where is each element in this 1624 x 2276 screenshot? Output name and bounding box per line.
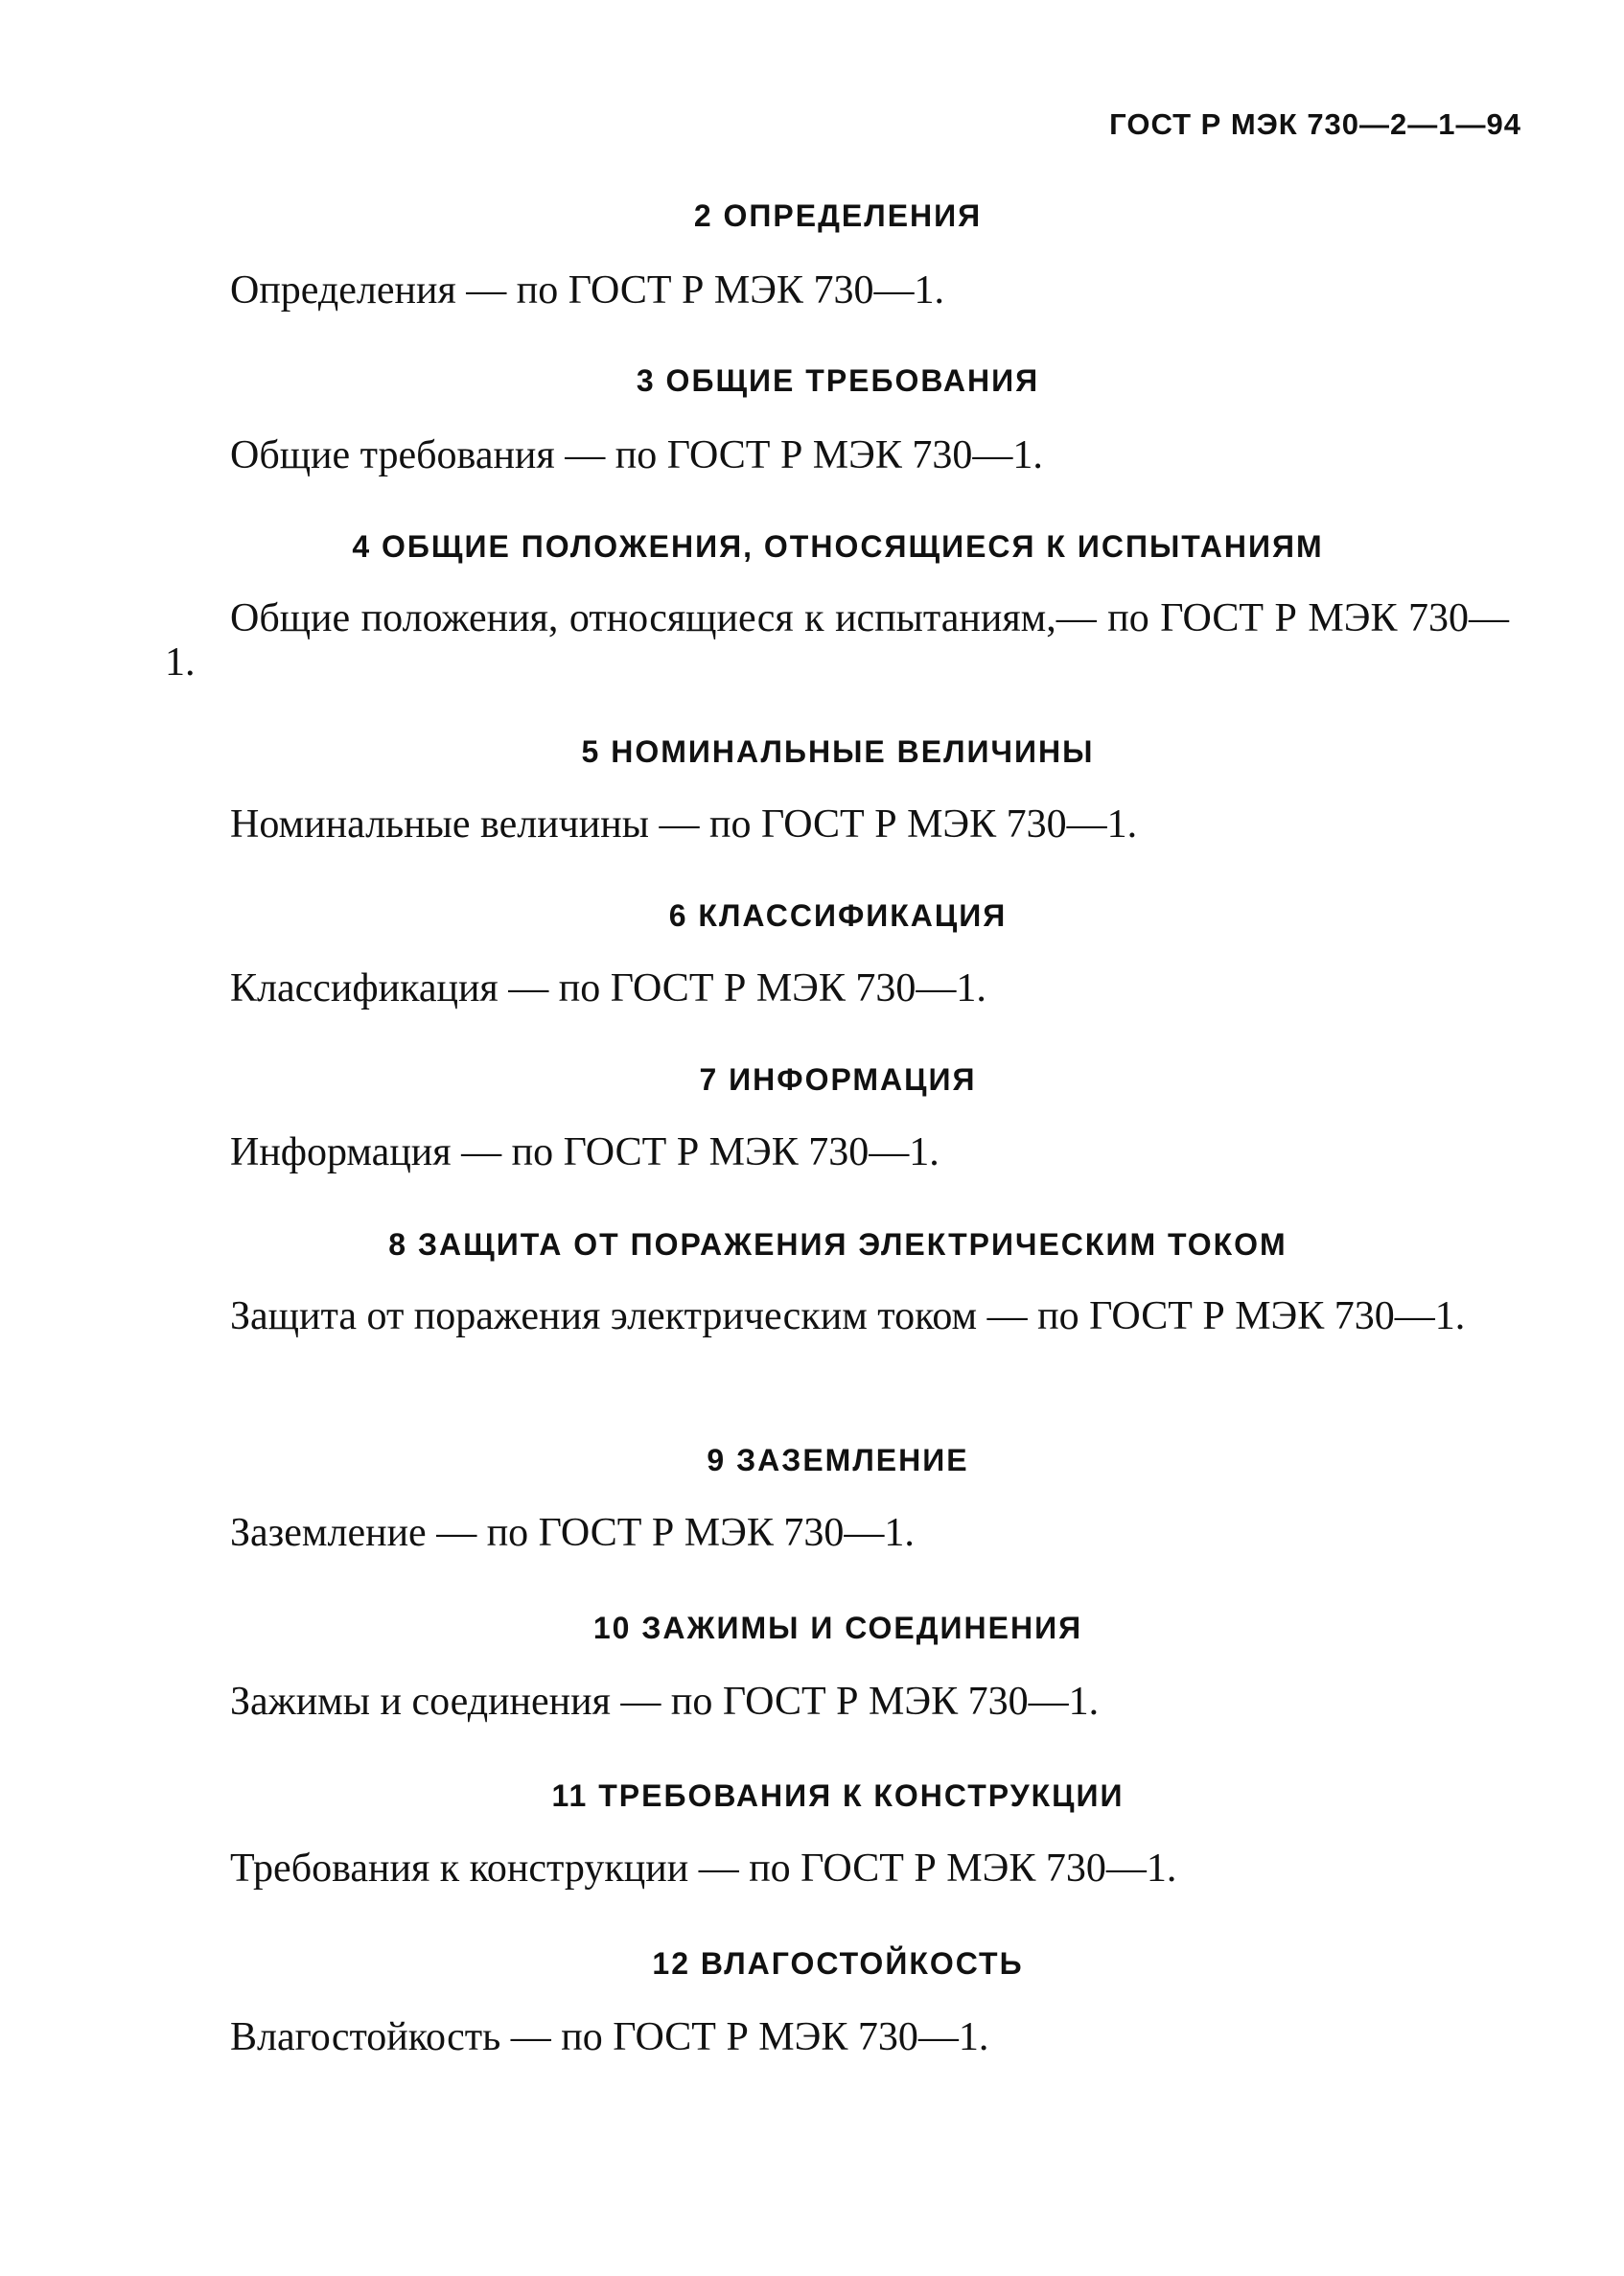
section-text-11: Требования к конструкции — по ГОСТ Р МЭК 730—1. [230, 1846, 1177, 1891]
section-text-7: Информация — по ГОСТ Р МЭК 730—1. [230, 1130, 940, 1174]
section-text-3: Общие требования — по ГОСТ Р МЭК 730—1. [230, 433, 1043, 477]
section-heading-6: 6 КЛАССИФИКАЦИЯ [668, 898, 1008, 933]
section-text-10: Зажимы и соединения — по ГОСТ Р МЭК 730—1. [230, 1680, 1100, 1724]
section-heading-12: 12 ВЛАГОСТОЙКОСТЬ [652, 1946, 1024, 1981]
section-heading-11: 11 ТРЕБОВАНИЯ К КОНСТРУКЦИИ [551, 1778, 1125, 1813]
section-heading-2: 2 ОПРЕДЕЛЕНИЯ [693, 198, 983, 233]
section-text-2: Определения — по ГОСТ Р МЭК 730—1. [230, 268, 944, 313]
page-header-standard-number: ГОСТ Р МЭК 730—2—1—94 [1109, 107, 1521, 141]
section-heading-9: 9 ЗАЗЕМЛЕНИЕ [707, 1443, 969, 1477]
section-heading-10: 10 ЗАЖИМЫ И СОЕДИНЕНИЯ [592, 1611, 1083, 1645]
section-heading-8: 8 ЗАЩИТА ОТ ПОРАЖЕНИЯ ЭЛЕКТРИЧЕСКИМ ТОКОМ [388, 1227, 1288, 1262]
section-text-8: Защита от поражения электрическим током — по ГОСТ Р МЭК 730—1. [230, 1294, 1466, 1338]
section-heading-3: 3 ОБЩИЕ ТРЕБОВАНИЯ [636, 363, 1040, 398]
section-heading-5: 5 НОМИНАЛЬНЫЕ ВЕЛИЧИНЫ [581, 734, 1095, 769]
section-text-9: Заземление — по ГОСТ Р МЭК 730—1. [230, 1511, 915, 1555]
section-heading-4: 4 ОБЩИЕ ПОЛОЖЕНИЯ, ОТНОСЯЩИЕСЯ К ИСПЫТАНИЯМ [352, 529, 1324, 564]
section-text-6: Классификация — по ГОСТ Р МЭК 730—1. [230, 966, 986, 1010]
section-heading-7: 7 ИНФОРМАЦИЯ [699, 1062, 977, 1097]
section-text-5: Номинальные величины — по ГОСТ Р МЭК 730—1. [230, 802, 1138, 847]
section-text-12: Влагостойкость — по ГОСТ Р МЭК 730—1. [230, 2015, 989, 2059]
section-text-4: Общие положения, относящиеся к испытаниям,— по ГОСТ Р МЭК 730—1. [165, 596, 1509, 685]
